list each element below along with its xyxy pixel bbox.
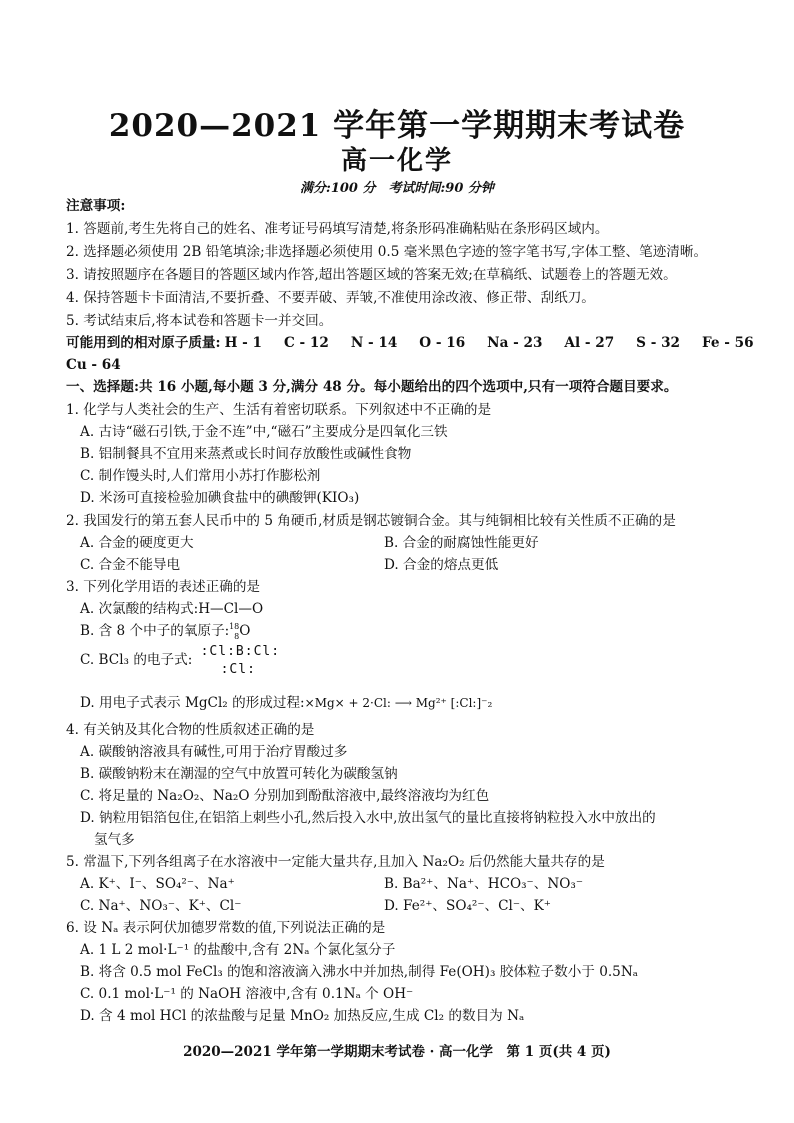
question-5-stem: 5. 常温下,下列各组离子在水溶液中一定能大量共存,且加入 Na₂O₂ 后仍然能大量共存的是 [66, 854, 605, 870]
atomic-mass-item: H - 1 [224, 335, 262, 351]
question-2-option-b: B. 合金的耐腐蚀性能更好 [384, 535, 539, 551]
atomic-masses-label: 可能用到的相对原子质量: [66, 335, 221, 351]
note-3: 3. 请按照题序在各题目的答题区域内作答,超出答题区域的答案无效;在草稿纸、试题卷上的答题无效。 [66, 267, 677, 283]
question-3-option-c [80, 644, 287, 686]
option-c-text: C. BCl₃ 的电子式: [80, 652, 193, 668]
note-5: 5. 考试结束后,将本试卷和答题卡一并交回。 [66, 313, 333, 329]
atomic-mass-item: N - 14 [350, 335, 398, 351]
notes-heading: 注意事项: [66, 198, 126, 214]
atomic-mass-item: Na - 23 [487, 335, 543, 351]
question-5-option-a: A. K⁺、I⁻、SO₄²⁻、Na⁺ [80, 876, 235, 892]
isotope-atomic-number: 8 [234, 631, 240, 641]
question-4-option-d-cont: 氢气多 [94, 832, 135, 848]
question-1-option-c: C. 制作馒头时,人们常用小苏打作膨松剂 [80, 468, 321, 484]
question-1-option-a: A. 古诗“磁石引铁,于金不连”中,“磁石”主要成分是四氧化三铁 [80, 424, 448, 440]
bcl3-electron-formula [197, 644, 287, 686]
option-b-text: B. 含 8 个中子的氧原子: [80, 623, 230, 639]
atomic-mass-item: Fe - 56 [702, 335, 754, 351]
question-3-option-a: A. 次氯酸的结构式:H—Cl—O [80, 601, 264, 617]
question-4-option-d: D. 钠粒用铝箔包住,在铝箔上刺些小孔,然后投入水中,放出氢气的量比直接将钠粒投入水中放出的 [80, 810, 656, 826]
subject-title: 高一化学 [340, 146, 453, 176]
atomic-mass-item: O - 16 [419, 335, 466, 351]
question-6-option-b: B. 将含 0.5 mol FeCl₃ 的饱和溶液滴入沸水中并加热,制得 Fe(OH)₃ 胶体粒子数小于 0.5Nₐ [80, 964, 638, 980]
question-6-option-c: C. 0.1 mol·L⁻¹ 的 NaOH 溶液中,含有 0.1Nₐ 个 OH⁻ [80, 986, 414, 1002]
question-2-option-d: D. 合金的熔点更低 [384, 557, 499, 573]
question-2-option-a: A. 合金的硬度更大 [80, 535, 194, 551]
question-6-stem: 6. 设 Nₐ 表示阿伏加德罗常数的值,下列说法正确的是 [66, 920, 386, 936]
question-6-option-a: A. 1 L 2 mol·L⁻¹ 的盐酸中,含有 2Nₐ 个氯化氢分子 [80, 942, 396, 958]
note-2: 2. 选择题必须使用 2B 铅笔填涂;非选择题必须使用 0.5 毫米黑色字迹的签字笔书写,字体工整、笔迹清晰。 [66, 244, 708, 260]
question-3-option-b [80, 621, 250, 641]
question-3-stem: 3. 下列化学用语的表述正确的是 [66, 579, 261, 595]
question-1-option-d: D. 米汤可直接检验加碘食盐中的碘酸钾(KIO₃) [80, 490, 360, 506]
isotope-symbol: O [239, 623, 251, 639]
atomic-masses [66, 333, 776, 353]
section-heading: 一、选择题:共 16 小题,每小题 3 分,满分 48 分。每小题给出的四个选项中,只有一项符合题目要求。 [66, 379, 678, 395]
question-6-option-d: D. 含 4 mol HCl 的浓盐酸与足量 MnO₂ 加热反应,生成 Cl₂ 的数目为 Nₐ [80, 1008, 525, 1024]
note-1: 1. 答题前,考生先将自己的姓名、准考证号码填写清楚,将条形码准确粘贴在条形码区域内。 [66, 221, 609, 237]
question-1-option-b: B. 铝制餐具不宜用来蒸煮或长时间存放酸性或碱性食物 [80, 446, 412, 462]
question-4-stem: 4. 有关钠及其化合物的性质叙述正确的是 [66, 722, 315, 738]
question-4-option-a: A. 碳酸钠溶液具有碱性,可用于治疗胃酸过多 [80, 744, 348, 760]
isotope-mass-number: 18 [229, 621, 240, 631]
electron-formula-row2: :Cl: [220, 662, 256, 677]
note-4: 4. 保持答题卡卡面清洁,不要折叠、不要弄破、弄皱,不准使用涂改液、修正带、刮纸刀。 [66, 290, 595, 306]
question-2-option-c: C. 合金不能导电 [80, 557, 181, 573]
atomic-mass-item: C - 12 [283, 335, 329, 351]
question-1-stem: 1. 化学与人类社会的生产、生活有着密切联系。下列叙述中不正确的是 [66, 402, 492, 418]
question-5-option-b: B. Ba²⁺、Na⁺、HCO₃⁻、NO₃⁻ [384, 876, 583, 892]
question-4-option-b: B. 碳酸钠粉末在潮湿的空气中放置可转化为碳酸氢钠 [80, 766, 398, 782]
isotope-numbers [229, 623, 239, 641]
question-3-option-d [80, 693, 492, 713]
question-5-option-c: C. Na⁺、NO₃⁻、K⁺、Cl⁻ [80, 898, 242, 914]
exam-title: 2020—2021 学年第一学期期末考试卷 [108, 108, 686, 144]
question-5-option-d: D. Fe²⁺、SO₄²⁻、Cl⁻、K⁺ [384, 898, 551, 914]
atomic-mass-item: S - 32 [636, 335, 681, 351]
option-d-text: D. 用电子式表示 MgCl₂ 的形成过程: [80, 695, 305, 711]
question-2-stem: 2. 我国发行的第五套人民币中的 5 角硬币,材质是钢芯镀铜合金。其与纯铜相比较有关性质不正确的是 [66, 513, 676, 529]
electron-formula-row1: :Cl:B:Cl: [200, 644, 281, 659]
exam-meta: 满分:100 分 考试时间:90 分钟 [300, 181, 494, 196]
page-footer: 2020—2021 学年第一学期期末考试卷 · 高一化学 第 1 页(共 4 页) [183, 1044, 611, 1060]
atomic-mass-last: Cu - 64 [66, 357, 121, 373]
mgcl2-formation: ×Mg× + 2·Cl: ⟶ Mg²⁺ [:Cl:]⁻₂ [304, 696, 493, 710]
atomic-mass-item: Al - 27 [564, 335, 615, 351]
question-4-option-c: C. 将足量的 Na₂O₂、Na₂O 分别加到酚酞溶液中,最终溶液均为红色 [80, 788, 490, 804]
